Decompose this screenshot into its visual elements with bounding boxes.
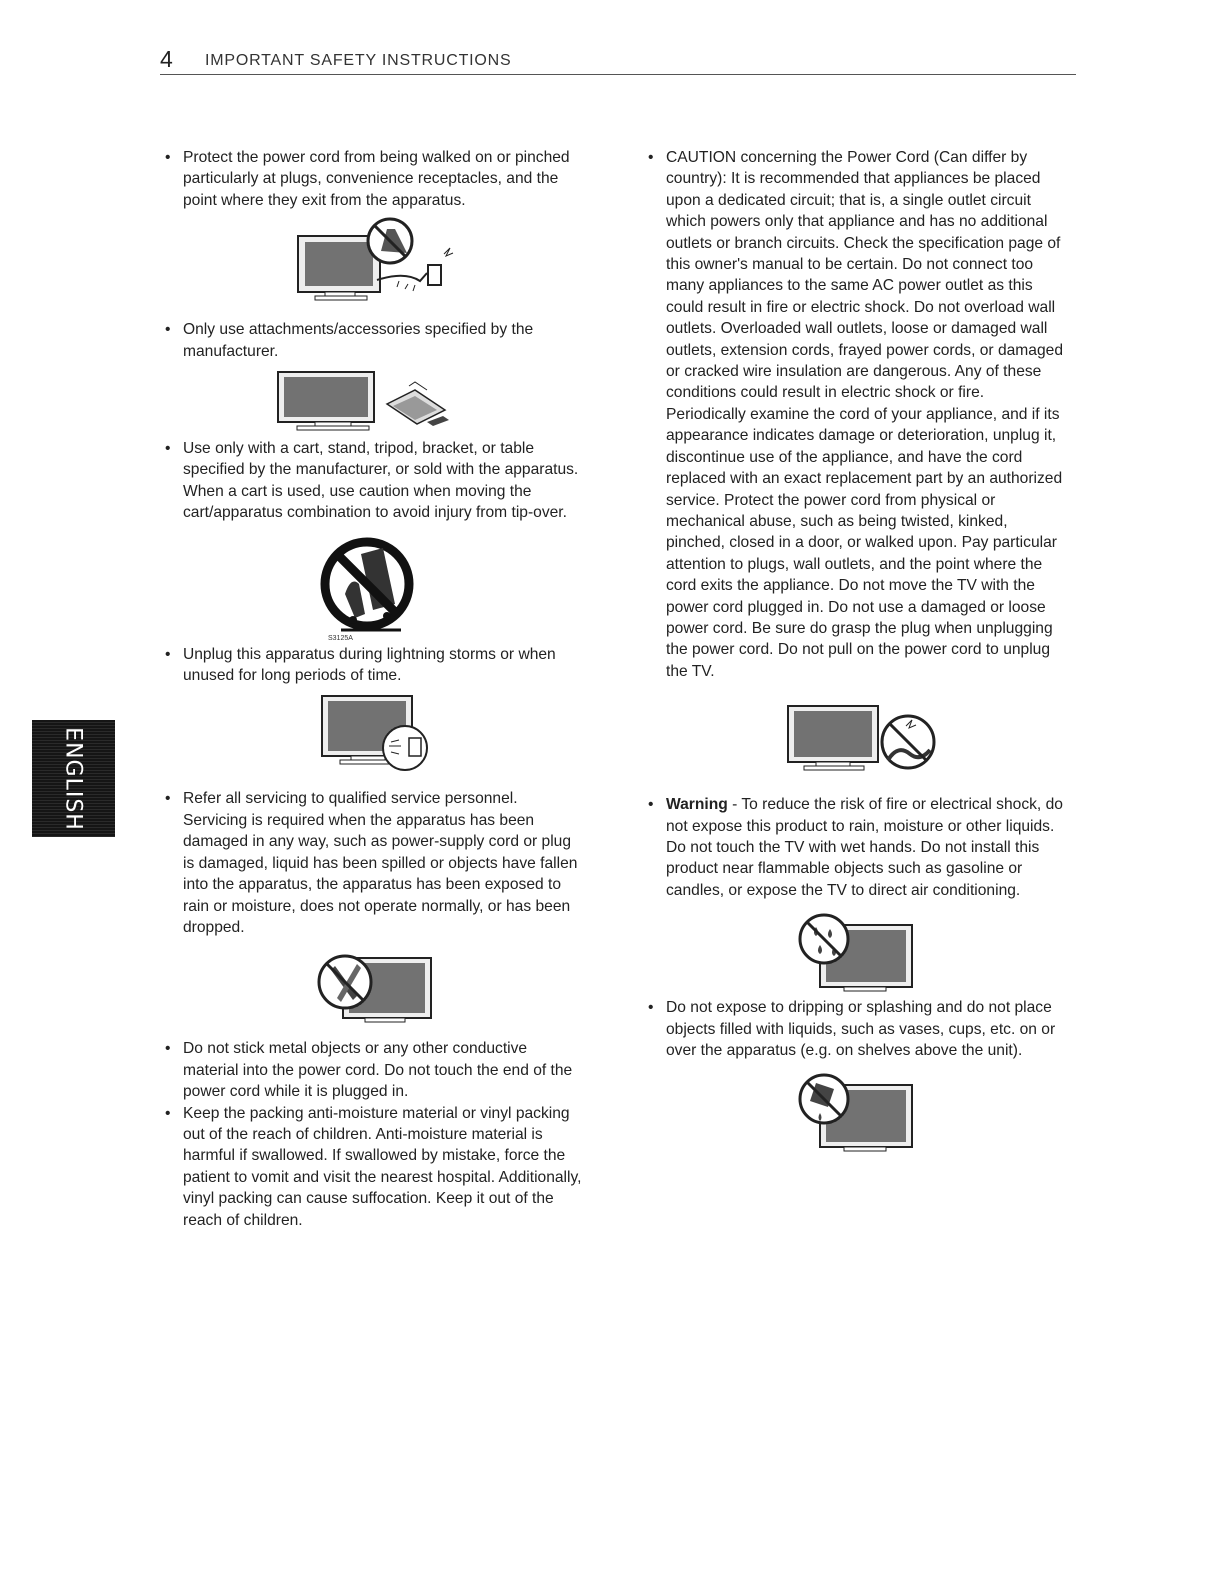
no-liquids-above-illustration [648, 1061, 1068, 1161]
language-tab-label: ENGLISH [60, 727, 86, 831]
list-item [165, 1103, 585, 1231]
prohibited-icon [368, 219, 412, 263]
tv-damaged-cord-illustration [648, 682, 1068, 794]
bullet-icon: • [165, 1104, 171, 1122]
list-item [165, 319, 585, 362]
list-item [165, 644, 585, 687]
bullet-icon: • [648, 796, 654, 814]
instruction-text: Protect the power cord from being walked on or pinched particularly at plugs, convenience receptacles, and the point where they exit from the apparatus. [183, 149, 570, 209]
instruction-text: Only use attachments/accessories specified by the manufacturer. [183, 321, 534, 360]
list-item [165, 788, 585, 938]
instruction-text: CAUTION concerning the Power Cord (Can differ by country): It is recommended that appliances be placed upon a dedicated circuit; that is, a single outlet circuit which powers only that appliance and has no additional outlets or branch circuits. Check the specification page of this owner's manual to be certain. Do not connect too many appliances to the same AC power outlet as this could result in fire or electric shock. Do not overload wall outlets. Overloaded wall outlets, loose or damaged wall outlets, extension cords, frayed power cords, or damaged or cracked wire insulation are dangerous. Any of these conditions could result in electric shock or fire. Periodically examine the cord of your appliance, and if its appearance indicates damage or deterioration, unplug it, discontinue use of the appliance, and have the cord replaced with an exact replacement part by an authorized service. Protect the power cord from physical or mechanical abuse, such as being twisted, kinked, pinched, closed in a door, or walked upon. Pay particular attention to plugs, wall outlets, and the point where the cord exits the appliance. Do not move the TV with the power cord plugged in. Do not use a damaged or loose power cord. Be sure do grasp the plug when unplugging the power cord. Do not pull on the power cord to unplug the TV. [666, 149, 1063, 680]
list-item [648, 997, 1068, 1061]
right-column [648, 147, 1068, 1161]
bullet-icon: • [648, 149, 654, 166]
list-item [165, 1038, 585, 1102]
page-number: 4 [160, 46, 173, 72]
no-rain-moisture-illustration [648, 901, 1068, 997]
instruction-text: Keep the packing anti-moisture material or vinyl packing out of the reach of children. Anti-moisture material is harmful if swallowed. If swallowed by mistake, force the patient to vomit and visit the nearest hospital. Additionally, vinyl packing can cause suffocation. Keep it out of the reach of children. [183, 1104, 582, 1229]
bullet-icon: • [165, 645, 171, 663]
instruction-text: Use only with a cart, stand, tripod, bracket, or table specified by the manufacturer, or sold with the apparatus. When a cart is used, use caution when moving the cart/apparatus combination to avoid injury from tip-over. [183, 440, 579, 522]
list-item [648, 794, 1068, 901]
section-title: IMPORTANT SAFETY INSTRUCTIONS [205, 52, 512, 69]
bullet-icon: • [165, 1040, 171, 1058]
tv-accessories-illustration [165, 362, 585, 438]
cart-tip-over-warning-illustration [165, 524, 585, 644]
prohibited-icon [882, 716, 934, 768]
bullet-icon: • [165, 321, 171, 339]
list-item [165, 438, 585, 524]
figure-code-label: S3125A [328, 634, 353, 642]
prohibited-icon [319, 956, 371, 1008]
instruction-text: - To reduce the risk of fire or electrical shock, do not expose this product to rain, moisture or other liquids. Do not touch the TV with wet hands. Do not install this product near flammable objects such as gasoline or candles, or expose the TV to direct air conditioning. [666, 796, 1063, 899]
language-tab [32, 720, 115, 837]
list-item [165, 147, 585, 211]
warning-label: Warning [666, 796, 728, 814]
left-column [165, 147, 585, 1231]
bullet-icon: • [165, 790, 171, 808]
tv-unplug-illustration [165, 686, 585, 788]
prohibited-icon [800, 1075, 848, 1123]
bullet-icon: • [648, 999, 654, 1017]
instruction-text: Do not expose to dripping or splashing and do not place objects filled with liquids, such as vases, cups, etc. on or over the apparatus (e.g. on shelves above the unit). [666, 999, 1056, 1059]
prohibited-icon [800, 915, 848, 963]
bullet-icon: • [165, 440, 171, 458]
prohibited-icon [325, 542, 409, 626]
instruction-text: Refer all servicing to qualified service personnel. Servicing is required when the apparatus has been damaged in any way, such as power-supply cord or plug is damaged, liquid has been spilled or objects have fallen into the apparatus, the apparatus has been exposed to rain or moisture, does not operate normally, or has been dropped. [183, 790, 578, 936]
instruction-text: Do not stick metal objects or any other conductive material into the power cord. Do not touch the end of the power cord while it is plugged in. [183, 1040, 573, 1101]
no-self-servicing-illustration [165, 938, 585, 1038]
list-item [648, 147, 1068, 682]
tv-cord-prohibited-illustration [165, 211, 585, 319]
instruction-text: Unplug this apparatus during lightning storms or when unused for long periods of time. [183, 645, 556, 685]
bullet-icon: • [165, 149, 171, 166]
page-header [160, 46, 1076, 75]
